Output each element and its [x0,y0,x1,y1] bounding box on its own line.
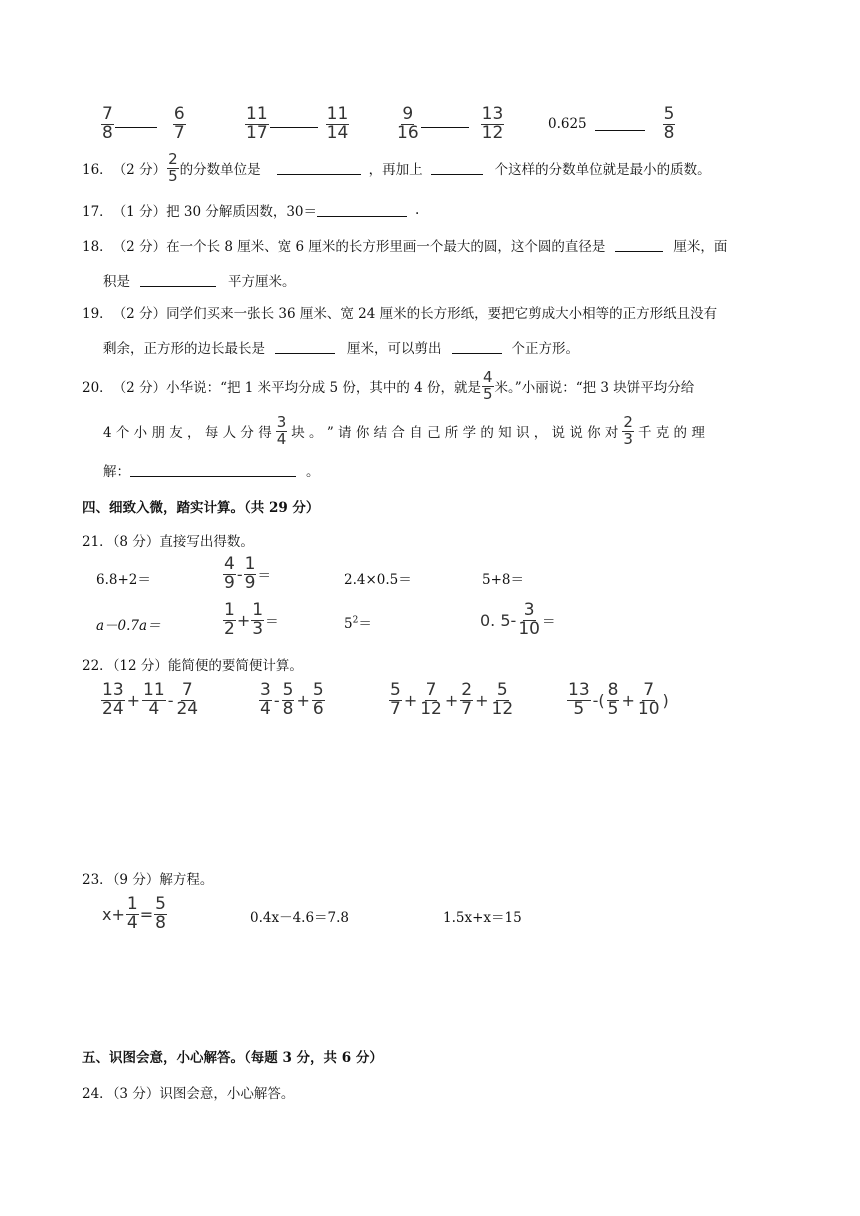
section-5-title: 五、识图会意，小心解答。（每题 3 分，共 6 分） [82,1050,383,1066]
simplify-problem-4: $\frac{13}{5}$ -( $\frac{8}{5}$ + $\frac{7}{10}$ ) [568,680,669,719]
fraction: $\frac{1}{3}$ [252,600,264,639]
equation-1: x+ $\frac{1}{4}$ = $\frac{5}{8}$ [102,894,166,933]
question-16: 16． （2 分） $\frac{2}{5}$ 的分数单位是 ，再加上 个这样的分数单位就是最小的质数。 [82,150,711,185]
simplify-problem-2: $\frac{3}{4}$ - $\frac{5}{8}$ + $\frac{5}{6}$ [260,680,324,719]
fraction: $\frac{13}{12}$ [481,104,504,143]
decimal-value: 0.625 [548,116,587,133]
fraction: $\frac{5}{8}$ [282,680,294,719]
fraction: $\frac{4}{5}$ [483,368,493,403]
calc-item: a－0.7a＝ [96,618,161,634]
question-18-cont: 积是 平方厘米。 [103,274,296,290]
fraction: $\frac{1}{4}$ [126,894,138,933]
fraction: $\frac{3}{4}$ [260,680,271,719]
calc-item-power: $5^2=$ [344,615,372,632]
question-21: 21．（8 分）直接写出得数。 [82,534,254,550]
fraction: $\frac{11}{14}$ [326,104,349,143]
answer-blank[interactable] [115,126,157,128]
answer-blank[interactable] [595,129,645,131]
fraction: $\frac{5}{12}$ [491,680,514,719]
equation-2: 0.4x－4.6＝7.8 [250,910,350,926]
answer-blank[interactable] [130,475,296,477]
question-18: 18． （2 分） 在一个长 8 厘米、宽 6 厘米的长方形里画一个最大的圆，这个圆的直径是 厘米，面 [82,239,728,255]
question-19: 19． （2 分） 同学们买来一张长 36 厘米、宽 24 厘米的长方形纸，要把它剪成大小相等的正方形纸且没有 [82,306,718,322]
answer-blank[interactable] [431,173,483,175]
fraction: $\frac{1}{2}$ [224,600,235,639]
section-4-title: 四、细致入微，踏实计算。（共 29 分） [82,500,320,516]
question-17: 17． （1 分） 把 30 分解质因数，30＝ . [82,202,420,220]
question-24: 24．（3 分）识图会意，小心解答。 [82,1086,295,1102]
calc-item: 6.8+2＝ [96,572,151,588]
calc-item-frac: $\frac{1}{2}$ + $\frac{1}{3}$ ＝ [224,600,279,639]
answer-blank[interactable] [140,285,216,287]
fraction: $\frac{5}{8}$ [663,104,675,143]
fraction: $\frac{6}{7}$ [173,104,185,143]
question-20-line3: 解： 。 [103,464,320,480]
fraction: $\frac{3}{4}$ [276,413,287,448]
fraction: $\frac{8}{5}$ [607,680,619,719]
question-23: 23．（9 分）解方程。 [82,872,214,888]
question-19-cont: 剩余，正方形的边长最长是 厘米，可以剪出 个正方形。 [103,341,579,357]
answer-blank[interactable] [270,126,318,128]
fraction: $\frac{4}{9}$ [224,554,235,593]
calc-item-frac: $\frac{4}{9}$ - $\frac{1}{9}$ ＝ [224,554,271,593]
question-22: 22．（12 分）能简便的要简便计算。 [82,658,303,674]
fraction: $\frac{7}{8}$ [102,104,113,143]
calc-item: 2.4×0.5＝ [344,572,412,588]
fraction: $\frac{5}{8}$ [155,894,166,933]
fraction: $\frac{7}{24}$ [176,680,199,719]
fraction: $\frac{2}{7}$ [461,680,473,719]
simplify-problem-3: $\frac{5}{7}$ + $\frac{7}{12}$ + $\frac{2}{7}$ + $\frac{5}{12}$ [390,680,514,719]
question-20: 20． （2 分） 小华说：“把 1 米平均分成 5 份，其中的 4 份，就是 $\frac{4}{5}$ 米。”小丽说：“把 3 块饼平均分给 [82,368,695,403]
calc-item-frac: 0. 5- $\frac{3}{10}$ ＝ [480,600,556,639]
fraction: $\frac{11}{4}$ [143,680,165,719]
answer-blank[interactable] [277,173,361,175]
fraction: $\frac{7}{10}$ [637,680,660,719]
fraction: $\frac{5}{7}$ [390,680,401,719]
compare-item-2 [244,106,350,143]
compare-item-4 [548,106,676,143]
question-20-line2: 4 个 小 朋 友 ， 每 人 分 得 $\frac{3}{4}$ 块 。 ” 请 你 结 合 自 己 所 学 的 知 识 ， 说 说 你 对 $\frac{2}{3}$ 千 克 的 理 [103,413,705,448]
fraction: $\frac{3}{10}$ [518,600,540,639]
fraction: $\frac{2}{3}$ [623,413,633,448]
fraction: $\frac{13}{24}$ [102,680,124,719]
answer-blank[interactable] [452,352,502,354]
answer-blank[interactable] [421,126,469,128]
answer-blank[interactable] [615,250,663,252]
fraction: $\frac{11}{17}$ [246,104,268,143]
answer-blank[interactable] [317,215,407,217]
compare-item-3 [395,106,505,143]
calc-item: 5+8＝ [482,572,524,588]
fraction: $\frac{9}{16}$ [397,104,419,143]
simplify-problem-1: $\frac{13}{24}$ + $\frac{11}{4}$ - $\frac{7}{24}$ [102,680,199,719]
fraction: $\frac{1}{9}$ [244,554,256,593]
fraction: $\frac{2}{5}$ [168,150,178,185]
equation-3: 1.5x+x＝15 [443,910,522,926]
fraction: $\frac{7}{12}$ [420,680,442,719]
compare-item-1 [100,106,187,143]
fraction: $\frac{5}{6}$ [312,680,324,719]
answer-blank[interactable] [275,352,335,354]
fraction: $\frac{13}{5}$ [568,680,590,719]
